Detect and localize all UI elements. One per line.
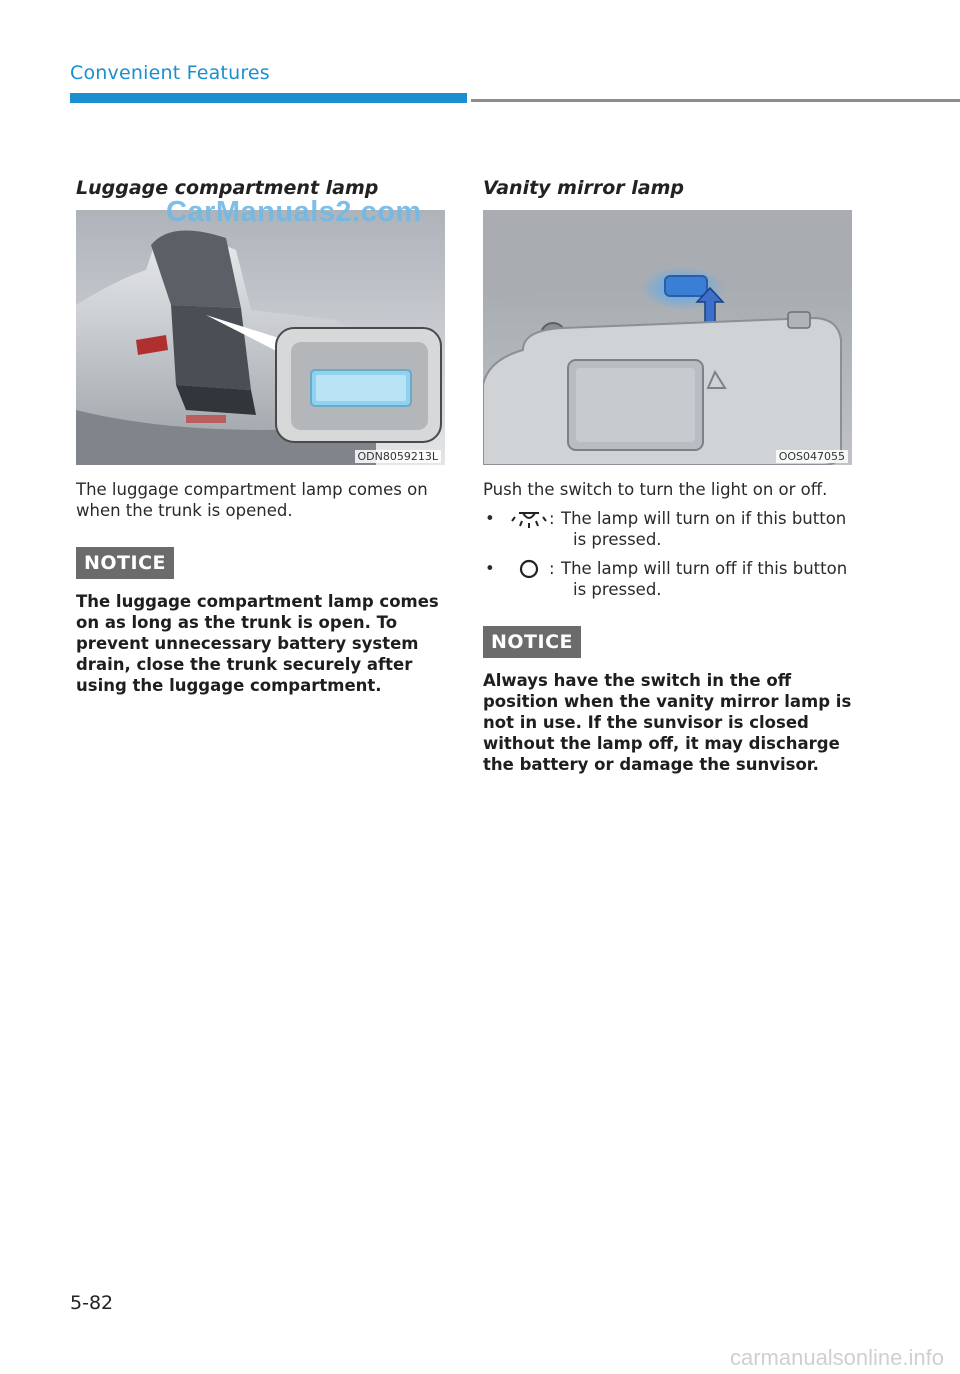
vanity-lamp-description: Push the switch to turn the light on or off.: [483, 480, 828, 499]
luggage-lamp-title: Luggage compartment lamp: [76, 177, 379, 199]
sunvisor-illustration: [483, 210, 852, 465]
header-rule-accent: [70, 93, 467, 103]
luggage-notice-text: The luggage compartment lamp comes on as long as the trunk is open. To prevent unnecessary battery system drain, close the trunk securely after using the luggage compartment.: [76, 592, 439, 695]
bullet-text: : The lamp will turn on if this button is pressed.: [549, 509, 847, 549]
notice-badge: NOTICE: [483, 626, 581, 658]
header-rule-gray: [471, 99, 960, 102]
list-item: [483, 558, 855, 600]
figure-code: OOS047055: [776, 450, 848, 463]
notice-badge: NOTICE: [76, 547, 174, 579]
page-number: 5-82: [70, 1292, 114, 1314]
vanity-lamp-title: Vanity mirror lamp: [483, 177, 684, 199]
bullet-marker: •: [485, 509, 495, 528]
luggage-lamp-section: [76, 176, 448, 696]
bullet-text: : The lamp will turn off if this button is pressed.: [549, 559, 848, 599]
vanity-lamp-figure: [483, 210, 852, 465]
luggage-lamp-figure: [76, 210, 445, 465]
trunk-illustration: [76, 210, 445, 465]
vanity-lamp-section: [483, 176, 855, 775]
watermark-text: CarManuals2.com: [166, 196, 422, 228]
lamp-on-icon: [509, 508, 549, 529]
lamp-off-icon: [509, 558, 549, 579]
footer-site-link[interactable]: carmanualsonline.info: [729, 1345, 944, 1370]
figure-code: ODN8059213L: [355, 450, 441, 463]
list-item: [483, 508, 855, 550]
vanity-notice-text: Always have the switch in the off position when the vanity mirror lamp is not in use. If the sunvisor is closed without the lamp off, it may discharge the battery or damage the sunvisor.: [483, 671, 852, 774]
bullet-marker: •: [485, 559, 495, 578]
luggage-lamp-description: The luggage compartment lamp comes on when the trunk is opened.: [76, 480, 428, 520]
section-header-title: Convenient Features: [70, 62, 270, 84]
